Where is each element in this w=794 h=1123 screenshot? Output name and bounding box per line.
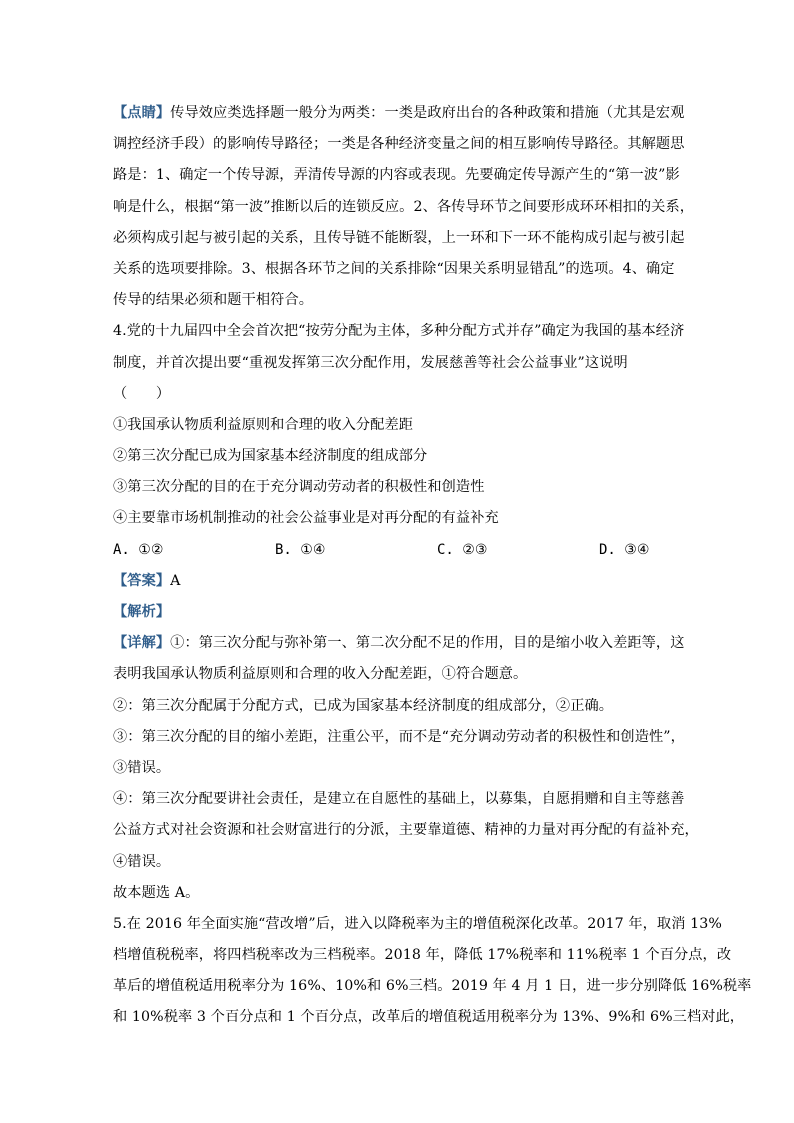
q4-stem-line-1: 4.党的十九届四中全会首次把“按劳分配为主体，多种分配方式并存”确定为我国的基本经济 <box>113 323 685 340</box>
page-content <box>113 98 752 1034</box>
q5-line-1: 5.在 2016 年全面实施“营改增”后，进入以降税率为主的增值税深化改革。2017 年，取消 13% <box>113 915 722 932</box>
q4-stem-line-2: 制度，并首次提出要“重视发挥第三次分配作用，发展慈善等社会公益事业”这说明 <box>113 354 628 371</box>
dianjing-line-3: 路是：1、确定一个传导源，弄清传导源的内容或表现。先要确定传导源产生的“第一波”影 <box>113 167 680 184</box>
q4-options <box>113 535 687 566</box>
q4-stem-blank: （ ） <box>113 385 171 402</box>
dianjing-line-7: 传导的结果必须和题干相符合。 <box>113 292 314 309</box>
q4-analysis-line <box>113 597 687 628</box>
q4-statement-3: ③第三次分配的目的在于充分调动劳动者的积极性和创造性 <box>113 479 485 496</box>
q5-line-3: 革后的增值税适用税率分为 16%、10%和 6%三档。2019 年 4 月 1 日，进一步分别降低 16%税率 <box>113 978 752 995</box>
q4-answer-line <box>113 566 687 597</box>
q4-detail-line-8: ④错误。 <box>113 853 171 870</box>
q4-conclusion: 故本题选 A。 <box>113 884 200 901</box>
q4-detail-line-3: ②：第三次分配属于分配方式，已成为国家基本经济制度的组成部分，②正确。 <box>113 697 614 714</box>
q4-detail-line-4: ③：第三次分配的目的缩小差距，注重公平，而不是“充分调动劳动者的积极性和创造性”， <box>113 728 685 745</box>
dianjing-tag: 【点睛】 <box>113 105 171 121</box>
q5-line-4: 和 10%税率 3 个百分点和 1 个百分点，改革后的增值税适用税率分为 13%、9%和 6%三档对此， <box>113 1009 745 1026</box>
q4-option-a: A. ①② <box>113 541 164 558</box>
q4-detail-line-1 <box>113 628 687 659</box>
q4-option-c: C. ②③ <box>437 541 488 558</box>
detail-tag: 【详解】 <box>113 635 171 652</box>
q4-detail-line-7: 公益方式对社会资源和社会财富进行的分派，主要靠道德、精神的力量对再分配的有益补充， <box>113 822 699 839</box>
q4-detail-line-2: 表明我国承认物质利益原则和合理的收入分配差距，①符合题意。 <box>113 666 528 683</box>
q5-line-2: 档增值税税率，将四档税率改为三档税率。2018 年，降低 17%税率和 11%税率 1 个百分点，改 <box>113 947 732 964</box>
answer-tag: 【答案】 <box>113 572 171 589</box>
dianjing-line-4: 响是什么，根据“第一波”推断以后的连锁反应。2、各传导环节之间要形成环环相扣的关系， <box>113 198 695 215</box>
analysis-tag: 【解析】 <box>113 604 171 620</box>
q4-option-d: D. ③④ <box>599 541 650 558</box>
answer-value: A <box>170 572 181 589</box>
dianjing-line-1 <box>113 98 687 129</box>
dianjing-line-5: 必须构成引起与被引起的关系，且传导链不能断裂，上一环和下一环不能构成引起与被引起 <box>113 229 685 246</box>
q4-detail-line-6: ④：第三次分配要讲社会责任，是建立在自愿性的基础上，以募集，自愿捐赠和自主等慈善 <box>113 791 685 808</box>
detail-text: ①：第三次分配与弥补第一、第二次分配不足的作用，目的是缩小收入差距等，这 <box>170 635 685 652</box>
q4-detail-line-5: ③错误。 <box>113 759 171 776</box>
dianjing-line-2: 调控经济手段）的影响传导路径；一类是各种经济变量之间的相互影响传导路径。其解题思 <box>113 136 685 153</box>
q4-statement-4: ④主要靠市场机制推动的社会公益事业是对再分配的有益补充 <box>113 510 499 527</box>
dianjing-text: 传导效应类选择题一般分为两类：一类是政府出台的各种政策和措施（尤其是宏观 <box>170 105 685 121</box>
q4-option-b: B. ①④ <box>275 541 326 558</box>
q4-statement-1: ①我国承认物质利益原则和合理的收入分配差距 <box>113 416 414 433</box>
q4-statement-2: ②第三次分配已成为国家基本经济制度的组成部分 <box>113 448 428 465</box>
dianjing-line-6: 关系的选项要排除。3、根据各环节之间的关系排除“因果关系明显错乱”的选项。4、确定 <box>113 260 675 277</box>
